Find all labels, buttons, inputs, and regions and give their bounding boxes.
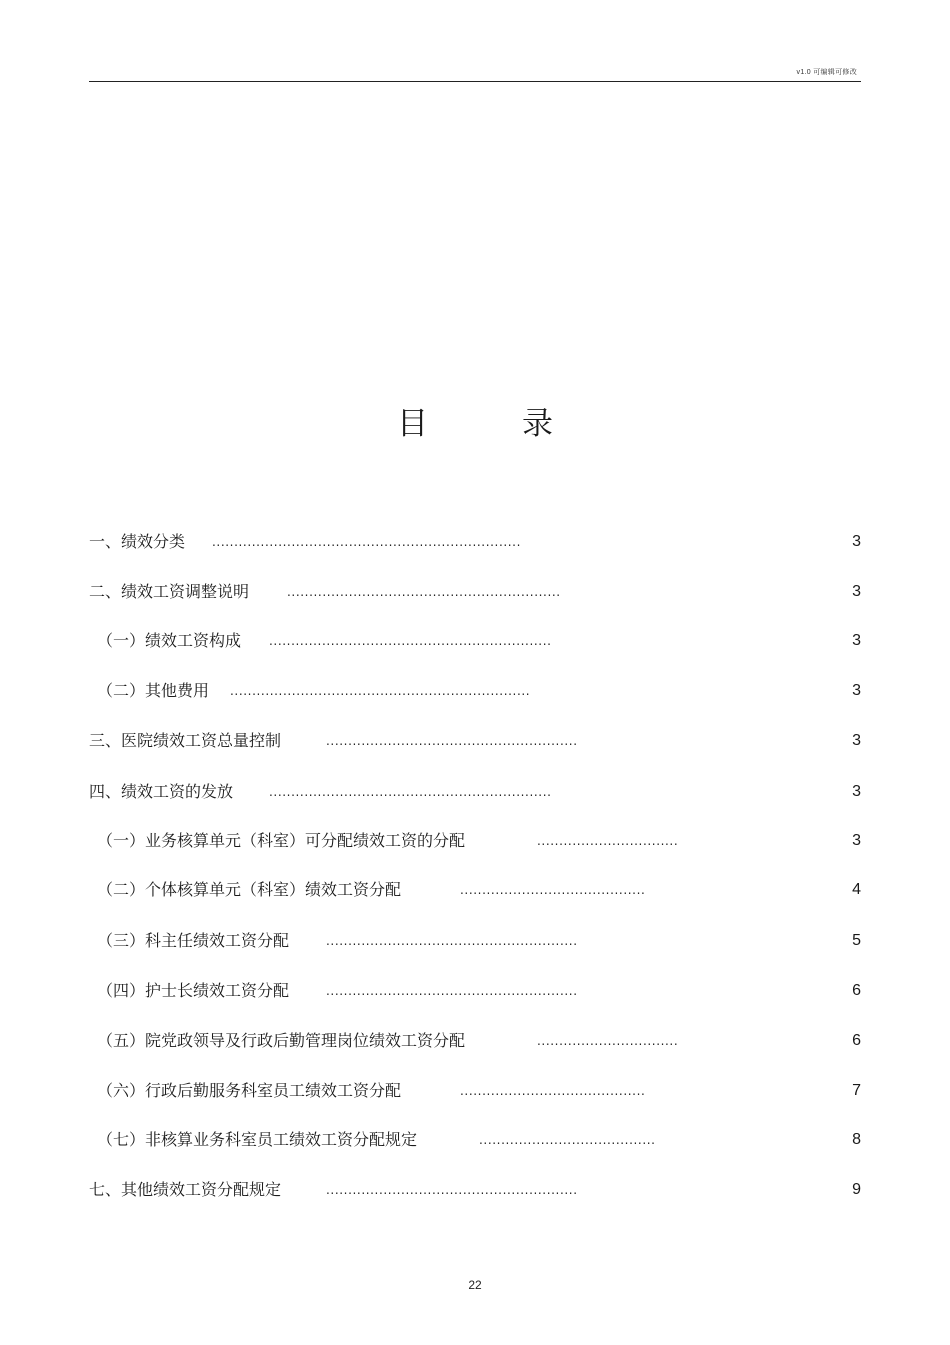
toc-entry[interactable]: [89, 929, 861, 953]
toc-entry-leader-dots: ................................................................: [269, 785, 552, 799]
toc-entry-label: （四）护士长绩效工资分配: [97, 981, 290, 1000]
toc-entry-leader-dots: ................................: [537, 1034, 679, 1048]
toc-entry-label: （六）行政后勤服务科室员工绩效工资分配: [97, 1081, 402, 1100]
toc-entry-label: （一）绩效工资构成: [97, 631, 242, 650]
toc-entry[interactable]: [89, 729, 861, 753]
header-divider: [89, 81, 861, 82]
toc-entry-leader-dots: .........................................................: [326, 1183, 578, 1197]
toc-entry-label: （三）科主任绩效工资分配: [97, 931, 290, 950]
toc-entry[interactable]: [89, 1029, 861, 1053]
toc-entry-leader-dots: ......................................................................: [212, 535, 522, 549]
toc-entry-leader-dots: ..............................................................: [287, 585, 561, 599]
toc-entry-leader-dots: ................................: [537, 834, 679, 848]
toc-entry[interactable]: [89, 530, 861, 554]
toc-entry-page-number: 3: [852, 682, 861, 699]
toc-entry-leader-dots: ................................................................: [269, 634, 552, 648]
toc-entry-page-number: 3: [852, 783, 861, 800]
toc-entry[interactable]: [89, 1079, 861, 1103]
toc-entry[interactable]: [89, 580, 861, 604]
toc-entry[interactable]: [89, 829, 861, 853]
toc-entry-page-number: 9: [852, 1181, 861, 1198]
toc-entry-page-number: 4: [852, 881, 861, 898]
toc-title: [0, 398, 950, 443]
toc-entry-leader-dots: ........................................: [479, 1133, 656, 1147]
toc-entry-page-number: 3: [852, 832, 861, 849]
toc-entry-page-number: 6: [852, 982, 861, 999]
toc-entry-page-number: 8: [852, 1131, 861, 1148]
toc-entry-label: 一、绩效分类: [89, 532, 186, 551]
page-number: 22: [468, 1278, 482, 1292]
toc-entry[interactable]: [89, 878, 861, 902]
toc-entry-leader-dots: .........................................................: [326, 984, 578, 998]
toc-entry-leader-dots: .........................................................: [326, 734, 578, 748]
toc-entry-label: （一）业务核算单元（科室）可分配绩效工资的分配: [97, 831, 466, 850]
toc-entry-label: 三、医院绩效工资总量控制: [89, 731, 282, 750]
toc-entry-label: 七、其他绩效工资分配规定: [89, 1180, 282, 1199]
toc-entry-leader-dots: ..........................................: [460, 1084, 646, 1098]
toc-entry-label: 二、绩效工资调整说明: [89, 582, 250, 601]
toc-entry-leader-dots: ....................................................................: [230, 684, 531, 698]
toc-entry[interactable]: [89, 1128, 861, 1152]
toc-entry-label: 四、绩效工资的发放: [89, 782, 234, 801]
toc-entry-label: （二）其他费用: [97, 681, 210, 700]
toc-entry-label: （七）非核算业务科室员工绩效工资分配规定: [97, 1130, 418, 1149]
toc-entry[interactable]: [89, 679, 861, 703]
toc-entry[interactable]: [89, 629, 861, 653]
toc-entry[interactable]: [89, 780, 861, 804]
header-version-tag: v1.0 可编辑可修改: [796, 69, 857, 76]
toc-entry[interactable]: [89, 979, 861, 1003]
toc-entry-page-number: 6: [852, 1032, 861, 1049]
toc-entry-page-number: 5: [852, 932, 861, 949]
toc-entry-leader-dots: .........................................................: [326, 934, 578, 948]
toc-title-char-1: 目: [397, 406, 428, 442]
toc-entry-page-number: 3: [852, 732, 861, 749]
toc-entry-page-number: 7: [852, 1082, 861, 1099]
toc-entry-page-number: 3: [852, 583, 861, 600]
toc-entry[interactable]: [89, 1178, 861, 1202]
toc-entry-page-number: 3: [852, 632, 861, 649]
toc-entry-label: （五）院党政领导及行政后勤管理岗位绩效工资分配: [97, 1031, 466, 1050]
toc-entry-page-number: 3: [852, 533, 861, 550]
toc-entry-label: （二）个体核算单元（科室）绩效工资分配: [97, 880, 402, 899]
toc-entry-leader-dots: ..........................................: [460, 883, 646, 897]
toc-title-char-2: 录: [522, 406, 553, 442]
